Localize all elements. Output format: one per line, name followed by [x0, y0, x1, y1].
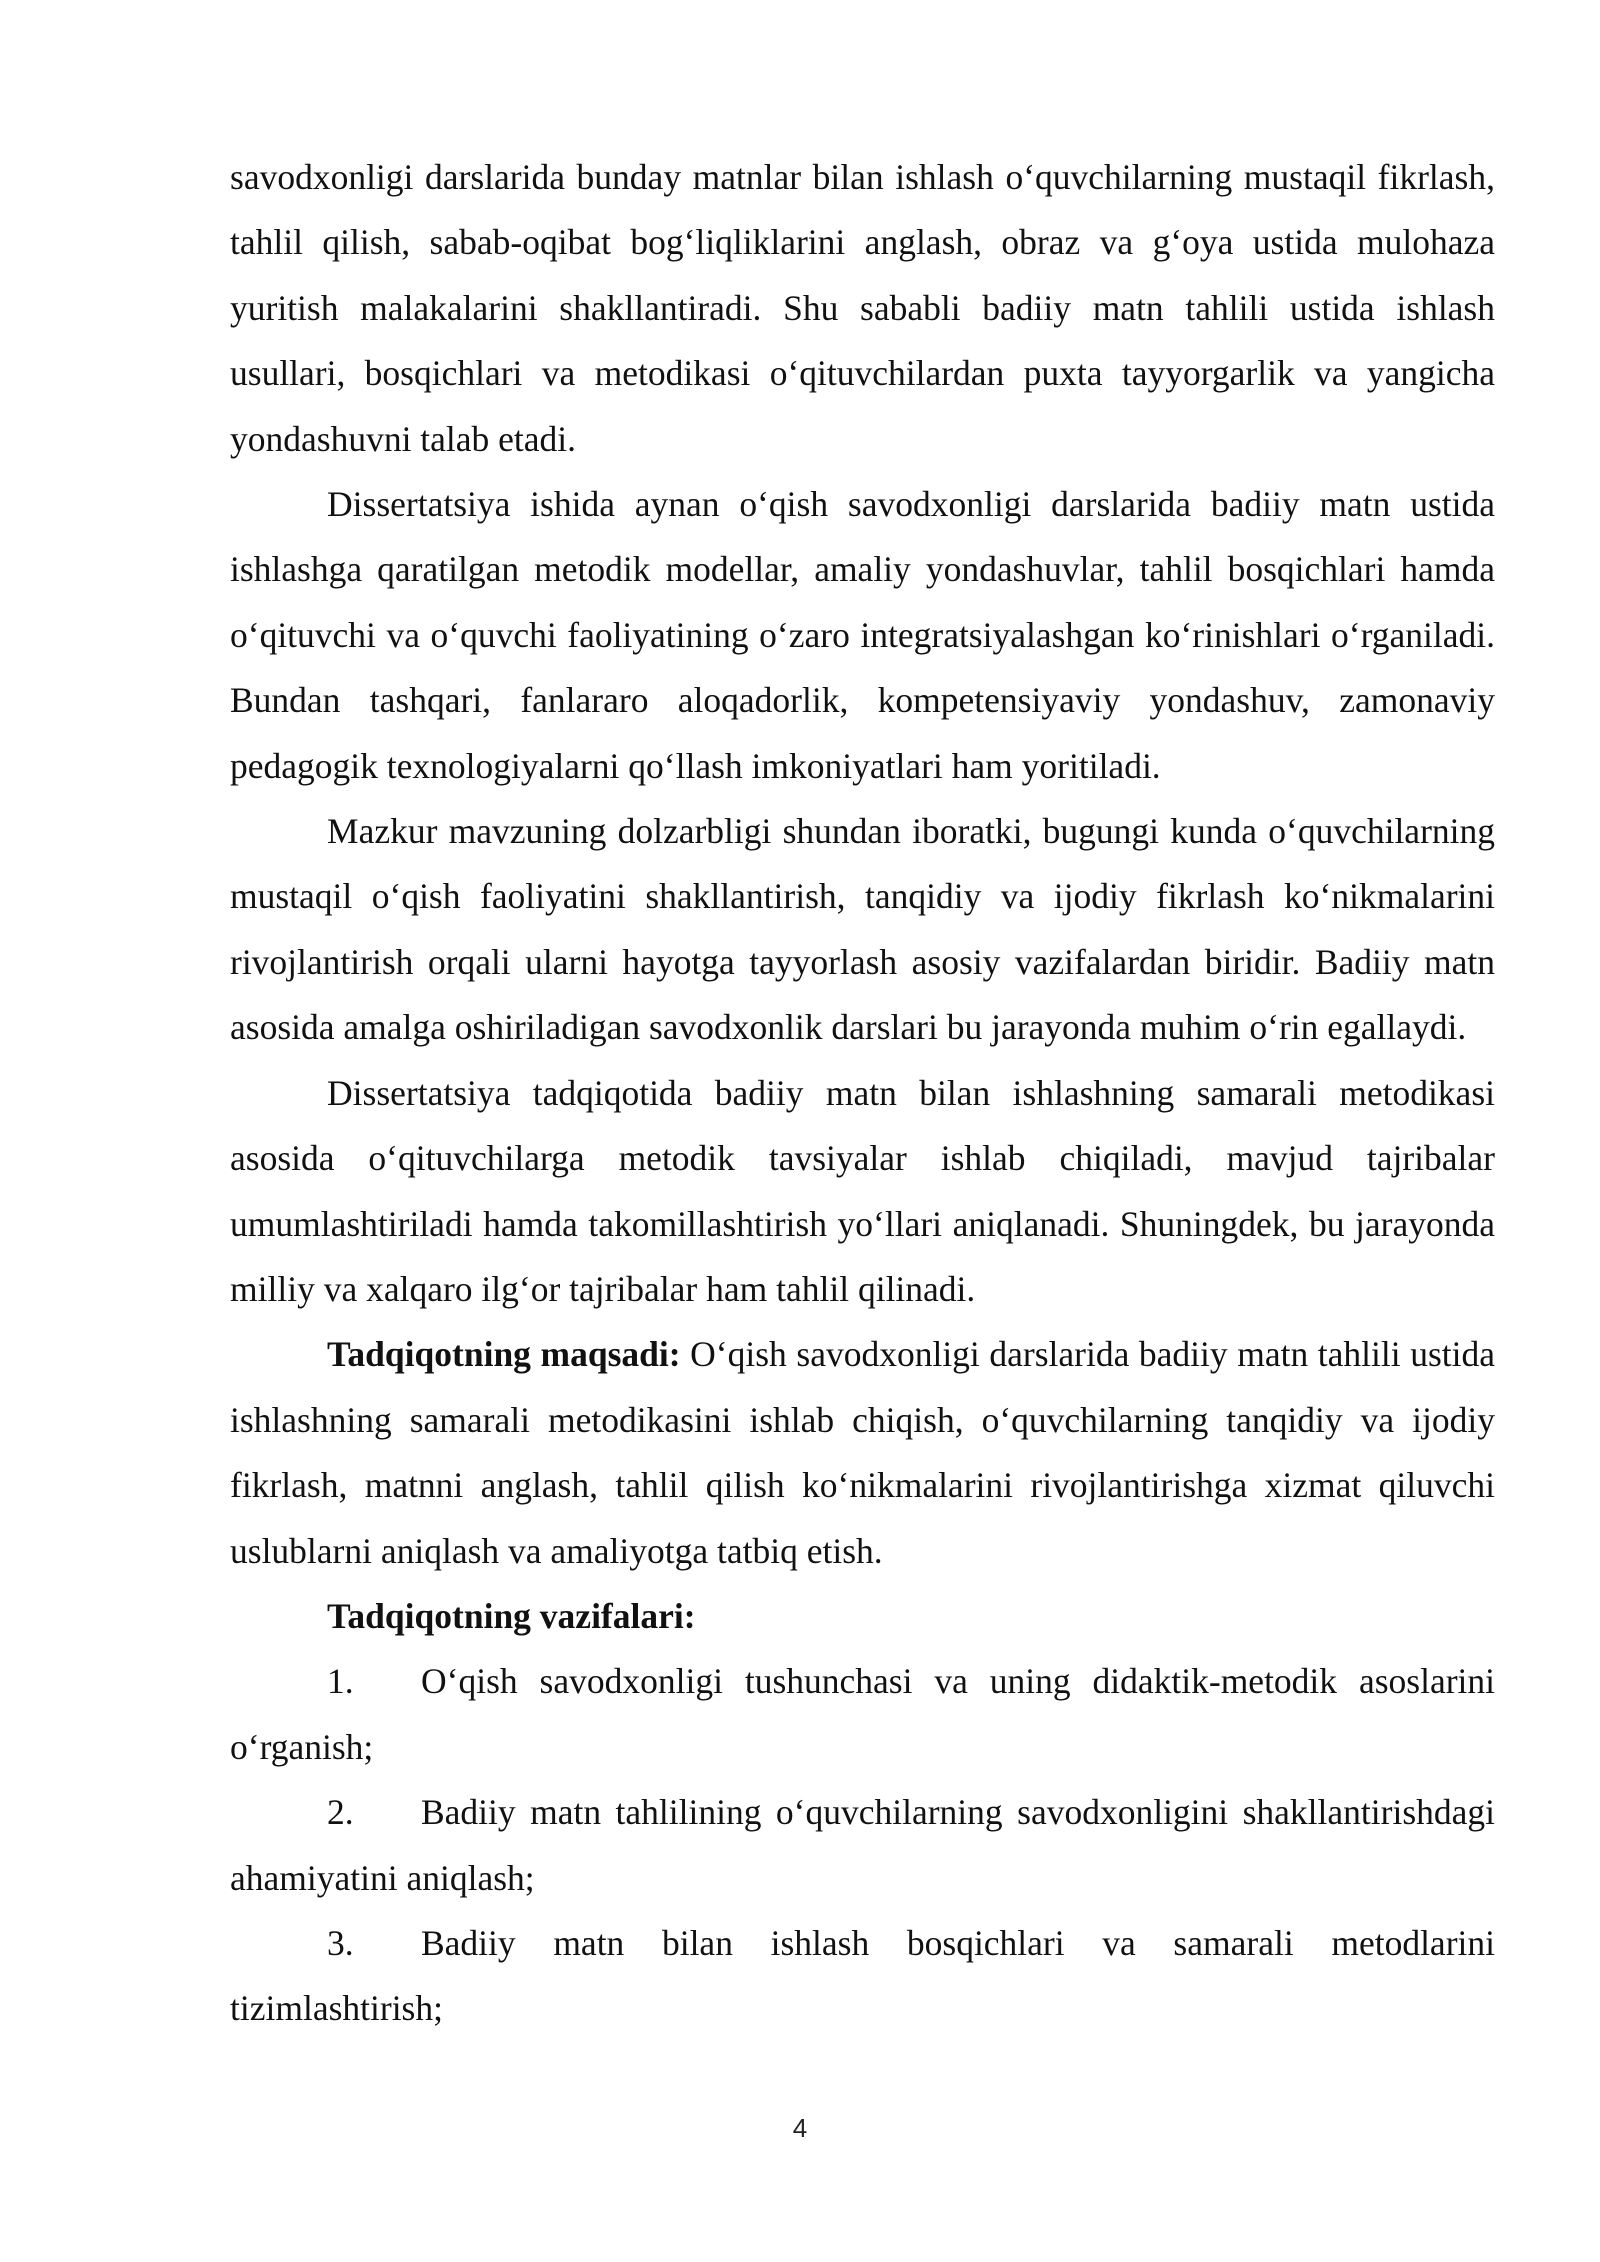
task-item-text: Badiiy matn bilan ishlash bosqichlari va samarali metodlarini tizimlashtirish;: [230, 1922, 1495, 2029]
research-aim-label: Tadqiqotning maqsadi:: [327, 1334, 681, 1375]
task-item-text: O‘qish savodxonligi tushunchasi va uning didaktik-metodik asoslarini o‘rganish;: [230, 1661, 1495, 1767]
task-item-number: 3.: [327, 1922, 354, 1963]
task-list-item: [230, 1780, 1495, 1911]
research-aim-text: O‘qish savodxonligi darslarida badiiy matn tahlili ustida ishlashning samarali metodikasini ishlab chiqish, o‘quvchilarning tanqidiy va ijodiy fikrlash, matnni anglash, tahlil qilish ko‘nikmalarini rivojlantirishga xizmat qiluvchi uslublarni aniqlash va amaliyotga tatbiq etish.: [230, 1334, 1495, 1571]
research-tasks-heading: Tadqiqotning vazifalari:: [327, 1595, 696, 1636]
paragraph-research-aim: [230, 1322, 1495, 1584]
page-number: 4: [792, 2113, 808, 2143]
task-list-item: [230, 1911, 1495, 2042]
task-list-item: [230, 1649, 1495, 1780]
paragraph-research-outcomes: Dissertatsiya tadqiqotida badiiy matn bilan ishlashning samarali metodikasi asosida o‘qituvchilarga metodik tavsiyalar ishlab chiqiladi, mavjud tajribalar umumlashtiriladi hamda takomillashtirish yo‘llari aniqlanadi. Shuningdek, bu jarayonda milliy va xalqaro ilg‘or tajribalar ham tahlil qilinadi.: [230, 1072, 1495, 1309]
paragraph-intro-continuation: savodxonligi darslarida bunday matnlar bilan ishlash o‘quvchilarning mustaqil fikrlash, tahlil qilish, sabab-oqibat bog‘liqliklarini anglash, obraz va g‘oya ustida mulohaza yuritish malakalarini shakllantiradi. Shu sababli badiiy matn tahlili ustida ishlash usullari, bosqichlari va metodikasi o‘qituvchilardan puxta tayyorgarlik va yangicha yondashuvni talab etadi.: [230, 157, 1495, 459]
task-item-number: 2.: [327, 1792, 354, 1833]
document-body: [230, 145, 1495, 2042]
paragraph-topic-relevance: Mazkur mavzuning dolzarbligi shundan iboratki, bugungi kunda o‘quvchilarning mustaqil o‘qish faoliyatini shakllantirish, tanqidiy va ijodiy fikrlash ko‘nikmalarini rivojlantirish orqali ularni hayotga tayyorlash asosiy vazifalardan biridir. Badiiy matn asosida amalga oshiriladigan savodxonlik darslari bu jarayonda muhim o‘rin egallaydi.: [230, 811, 1495, 1048]
task-item-number: 1.: [327, 1661, 354, 1702]
paragraph-dissertation-scope: Dissertatsiya ishida aynan o‘qish savodxonligi darslarida badiiy matn ustida ishlashga qaratilgan metodik modellar, amaliy yondashuvlar, tahlil bosqichlari hamda o‘qituvchi va o‘quvchi faoliyatining o‘zaro integratsiyalashgan ko‘rinishlari o‘rganiladi. Bundan tashqari, fanlararo aloqadorlik, kompetensiyaviy yondashuv, zamonaviy pedagogik texnologiyalarni qo‘llash imkoniyatlari ham yoritiladi.: [230, 484, 1495, 786]
task-item-text: Badiiy matn tahlilining o‘quvchilarning savodxonligini shakllantirishdagi ahamiyatini aniqlash;: [230, 1792, 1495, 1898]
